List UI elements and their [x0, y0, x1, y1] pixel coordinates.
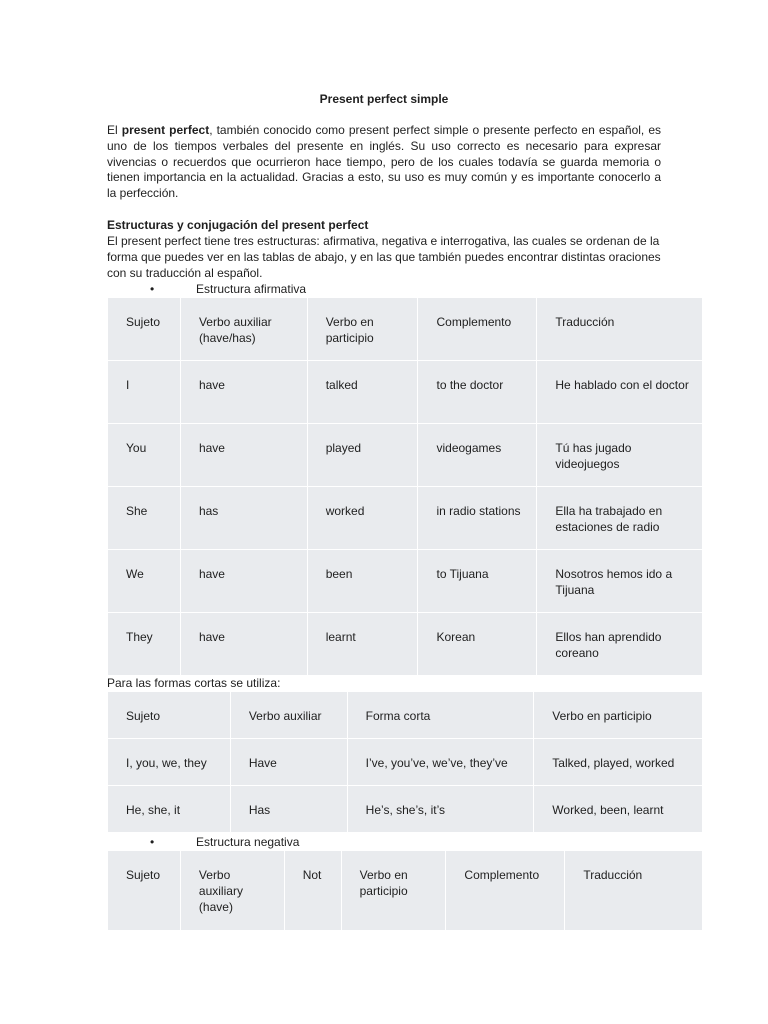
table-row — [108, 424, 703, 487]
header-cell: Verbo auxiliar (have/has) — [180, 298, 307, 361]
table-cell: Talked, played, worked — [534, 739, 703, 786]
header-cell: Verbo en participio — [307, 298, 418, 361]
table-cell: Worked, been, learnt — [534, 786, 703, 833]
table-cell: You — [108, 424, 181, 487]
table-cell: have — [180, 361, 307, 424]
header-cell: Verbo auxiliar — [230, 692, 347, 739]
bullet-affirmative: • — [150, 282, 155, 296]
header-cell: Not — [284, 851, 341, 931]
negative-table — [107, 850, 703, 931]
table-cell: to the doctor — [418, 361, 537, 424]
short-forms-table — [107, 691, 703, 833]
table-header-row — [108, 298, 703, 361]
header-cell: Sujeto — [108, 851, 181, 931]
table-cell: have — [180, 424, 307, 487]
table-cell: been — [307, 550, 418, 613]
header-cell: Traducción — [565, 851, 703, 931]
table-cell: Has — [230, 786, 347, 833]
table-cell: Korean — [418, 613, 537, 676]
table-cell: videogames — [418, 424, 537, 487]
table-cell: I, you, we, they — [108, 739, 231, 786]
table-cell: She — [108, 487, 181, 550]
header-cell: Traducción — [537, 298, 703, 361]
table-cell: He’s, she’s, it’s — [347, 786, 534, 833]
header-cell: Sujeto — [108, 298, 181, 361]
table-cell: Have — [230, 739, 347, 786]
table-cell: Ellos han aprendido coreano — [537, 613, 703, 676]
table-cell: Tú has jugado videojuegos — [537, 424, 703, 487]
header-cell: Complemento — [446, 851, 565, 931]
section-text: El present perfect tiene tres estructuras: afirmativa, negativa e interrogativa, las cuales se ordenan de la forma que puedes ver en las tablas de abajo, y en las que también puedes encontrar distintas oraciones con su traducción al español. — [107, 234, 661, 280]
table-cell: We — [108, 550, 181, 613]
table-cell: I — [108, 361, 181, 424]
header-cell: Forma corta — [347, 692, 534, 739]
table-cell: He, she, it — [108, 786, 231, 833]
table-cell: played — [307, 424, 418, 487]
table-row — [108, 739, 703, 786]
table-cell: Nosotros hemos ido a Tijuana — [537, 550, 703, 613]
table-row — [108, 786, 703, 833]
table-header-row — [108, 692, 703, 739]
table-row — [108, 487, 703, 550]
header-cell: Complemento — [418, 298, 537, 361]
page-title: Present perfect simple — [319, 92, 449, 106]
table-row — [108, 361, 703, 424]
affirmative-table — [107, 297, 703, 676]
table-cell: has — [180, 487, 307, 550]
header-cell: Verbo auxiliary (have) — [180, 851, 284, 931]
header-cell: Verbo en participio — [341, 851, 446, 931]
short-forms-label: Para las formas cortas se utiliza: — [107, 676, 281, 690]
table-cell: They — [108, 613, 181, 676]
label-affirmative: Estructura afirmativa — [196, 282, 307, 296]
table-row — [108, 550, 703, 613]
label-negative: Estructura negativa — [196, 835, 300, 849]
table-header-row — [108, 851, 703, 931]
header-cell: Sujeto — [108, 692, 231, 739]
intro-paragraph: El present perfect, también conocido como present perfect simple o presente perfecto en español, es uno de los tiempos verbales del presente en inglés. Su uso correcto es necesario para expresar vivencias o recuerdos que ocurrieron hace tiempo, pero de los cuales todavía se guarda memoria o tienen importancia en la actualidad. Gracias a esto, su uso es muy común y es importante conocerlo a la perfección. — [107, 123, 661, 201]
table-cell: talked — [307, 361, 418, 424]
table-cell: Ella ha trabajado en estaciones de radio — [537, 487, 703, 550]
bullet-negative: • — [150, 835, 155, 849]
table-cell: I’ve, you’ve, we’ve, they’ve — [347, 739, 534, 786]
table-cell: to Tijuana — [418, 550, 537, 613]
table-cell: have — [180, 550, 307, 613]
table-cell: He hablado con el doctor — [537, 361, 703, 424]
table-cell: have — [180, 613, 307, 676]
table-cell: in radio stations — [418, 487, 537, 550]
table-cell: worked — [307, 487, 418, 550]
table-row — [108, 613, 703, 676]
header-cell: Verbo en participio — [534, 692, 703, 739]
table-cell: learnt — [307, 613, 418, 676]
section-heading: Estructuras y conjugación del present perfect — [107, 218, 369, 232]
intro-bold-term: present perfect — [121, 123, 210, 137]
